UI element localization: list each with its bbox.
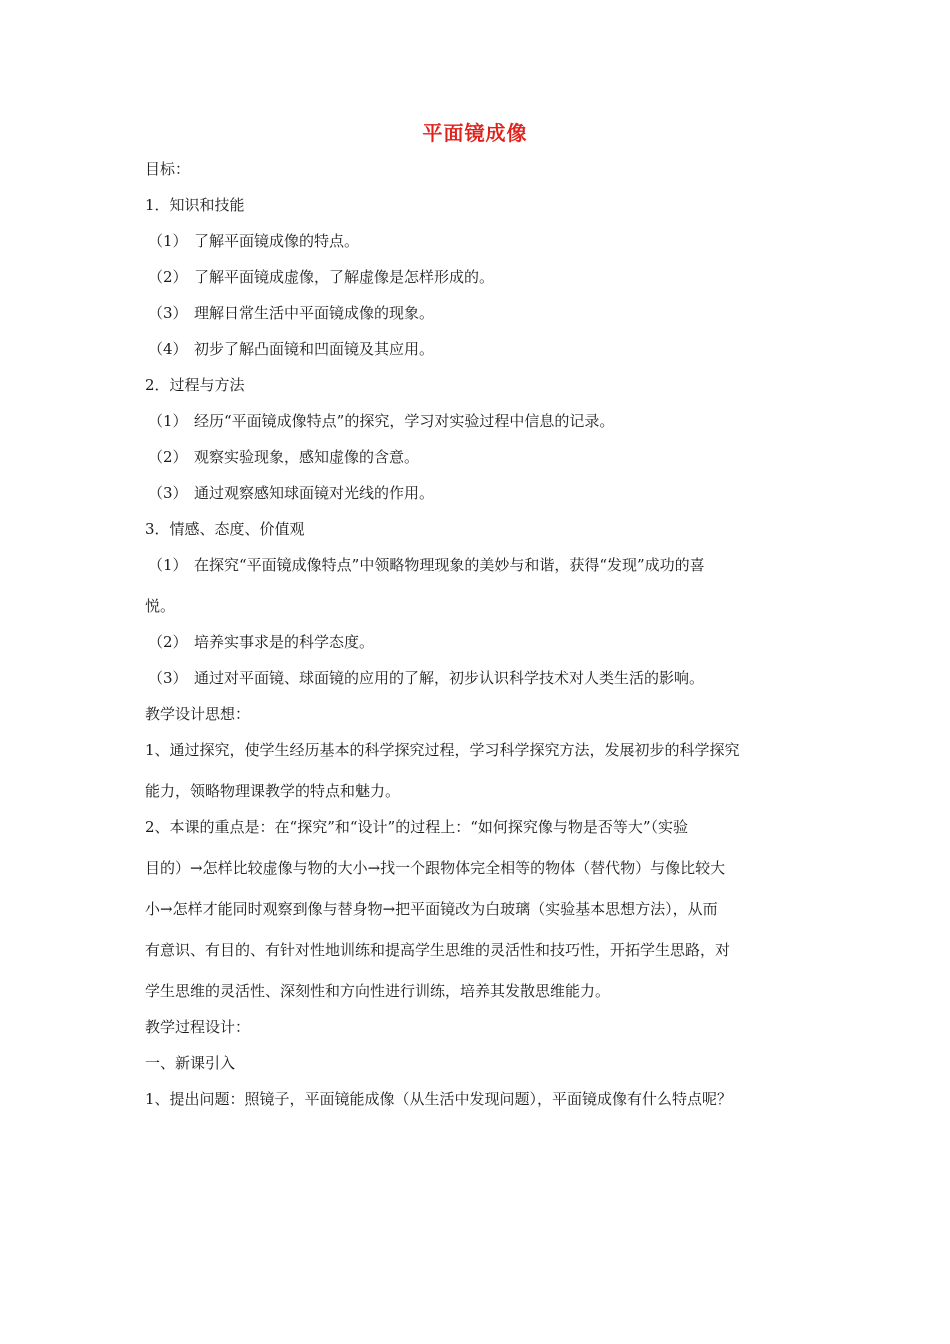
item-text: 了解平面镜成虚像，了解虚像是怎样形成的。 bbox=[194, 268, 495, 286]
paragraph-line: 小→怎样才能同时观察到像与替身物→把平面镜改为白玻璃（实验基本思想方法），从而 bbox=[145, 900, 718, 918]
list-item bbox=[148, 447, 419, 467]
item-text: 了解平面镜成像的特点。 bbox=[194, 232, 360, 250]
section-2-heading: 2．过程与方法 bbox=[145, 376, 245, 394]
list-item bbox=[148, 668, 704, 688]
paragraph-line: 1、提出问题：照镜子，平面镜能成像（从生活中发现问题），平面镜成像有什么特点呢？ bbox=[145, 1090, 733, 1108]
paragraph-line: 能力，领略物理课教学的特点和魅力。 bbox=[145, 782, 401, 800]
item-text: 在探究“平面镜成像特点”中领略物理现象的美妙与和谐，获得“发现”成功的喜 bbox=[194, 556, 705, 574]
part-1-heading: 一、新课引入 bbox=[145, 1054, 236, 1072]
list-item bbox=[148, 231, 359, 251]
item-number: （4） bbox=[148, 340, 188, 358]
list-item bbox=[148, 303, 434, 323]
section-3-heading: 3．情感、态度、价值观 bbox=[145, 520, 305, 538]
item-text: 通过对平面镜、球面镜的应用的了解，初步认识科学技术对人类生活的影响。 bbox=[194, 669, 705, 687]
item-number: （3） bbox=[148, 304, 188, 322]
list-item bbox=[148, 632, 374, 652]
item-number: （3） bbox=[148, 669, 188, 687]
list-item bbox=[148, 483, 434, 503]
paragraph-line: 2、本课的重点是：在“探究”和“设计”的过程上：“如何探究像与物是否等大”（实验 bbox=[145, 818, 689, 836]
goal-heading: 目标： bbox=[145, 160, 191, 178]
section-1-heading: 1．知识和技能 bbox=[145, 196, 245, 214]
item-number: （1） bbox=[148, 232, 188, 250]
process-heading: 教学过程设计： bbox=[145, 1018, 251, 1036]
item-text: 观察实验现象，感知虚像的含意。 bbox=[194, 448, 420, 466]
item-number: （2） bbox=[148, 268, 188, 286]
list-item-continuation: 悦。 bbox=[145, 597, 176, 615]
item-text: 理解日常生活中平面镜成像的现象。 bbox=[194, 304, 435, 322]
item-text: 初步了解凸面镜和凹面镜及其应用。 bbox=[194, 340, 435, 358]
design-heading: 教学设计思想： bbox=[145, 705, 251, 723]
item-number: （2） bbox=[148, 448, 188, 466]
item-number: （1） bbox=[148, 412, 188, 430]
list-item bbox=[148, 411, 614, 431]
item-number: （1） bbox=[148, 556, 188, 574]
paragraph-line: 学生思维的灵活性、深刻性和方向性进行训练，培养其发散思维能力。 bbox=[145, 982, 611, 1000]
list-item bbox=[148, 339, 434, 359]
item-number: （3） bbox=[148, 484, 188, 502]
list-item bbox=[148, 555, 705, 575]
list-item bbox=[148, 267, 494, 287]
paragraph-line: 有意识、有目的、有针对性地训练和提高学生思维的灵活性和技巧性，开拓学生思路，对 bbox=[145, 941, 731, 959]
item-number: （2） bbox=[148, 633, 188, 651]
item-text: 培养实事求是的科学态度。 bbox=[194, 633, 375, 651]
document-title: 平面镜成像 bbox=[422, 121, 528, 145]
paragraph-line: 1、通过探究，使学生经历基本的科学探究过程，学习科学探究方法，发展初步的科学探究 bbox=[145, 741, 740, 759]
item-text: 通过观察感知球面镜对光线的作用。 bbox=[194, 484, 435, 502]
paragraph-line: 目的）→怎样比较虚像与物的大小→找一个跟物体完全相等的物体（替代物）与像比较大 bbox=[145, 859, 726, 877]
item-text: 经历“平面镜成像特点”的探究，学习对实验过程中信息的记录。 bbox=[194, 412, 615, 430]
